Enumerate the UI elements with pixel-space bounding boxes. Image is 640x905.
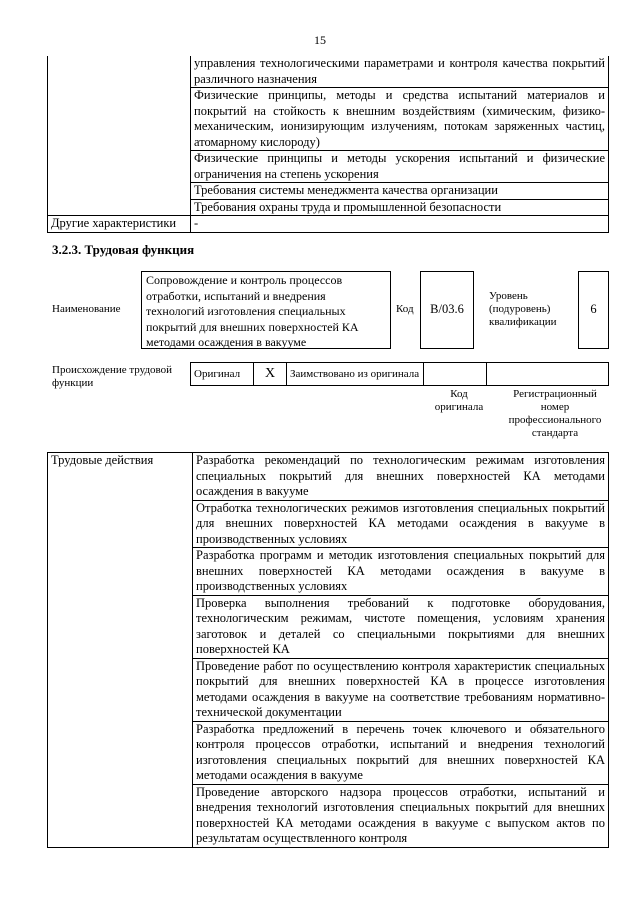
knowledge-item: управления технологическими параметрами и контроля качества покрытий различного назначения [191,56,609,88]
table-row [48,216,609,233]
table-row [191,363,609,386]
knowledge-item: Физические принципы и методы ускорения испытаний и физические ограничения на степень ускорения [191,151,609,183]
qualification-level-label: Уровень (подуровень) квалификации [489,290,557,328]
labor-action-item: Разработка предложений в перечень точек ключевого и обязательного контроля процессов отработки, испытаний и внедрения технологий изготовления специальных покрытий для внешних поверхностей КА методами осаждения в вакууме [193,721,609,784]
origin-table [190,362,609,386]
labor-action-item: Проведение работ по осуществлению контроля характеристик специальных покрытий для внешних поверхностей КА в процессе изготовления методами осаждения в вакууме на соответствие требованиям нормативно-технической документации [193,658,609,721]
original-mark: X [254,363,287,386]
page-number: 15 [314,33,326,47]
labor-action-item: Проверка выполнения требований к подготовке оборудования, технологическим режимам, чистоте помещения, условиям хранения заготовок и деталей со специальными покрытиями для внешних поверхностей КА [193,595,609,658]
registration-number-cell [487,363,609,386]
labor-action-item: Разработка рекомендаций по технологическим режимам изготовления специальных покрытий для внешних поверхностей КА методами осаждения в вакууме [193,453,609,501]
function-name-label: Наименование [52,303,121,315]
original-code-cell [424,363,487,386]
knowledge-table [47,56,609,233]
original-label: Оригинал [191,363,254,386]
origin-label: Происхождение трудовой функции [52,364,173,389]
labor-actions-table [47,452,609,848]
labor-action-item: Проведение авторского надзора процессов отработки, испытаний и внедрения технологий изготовления специальных покрытий для внешних поверхностей КА методами осаждения в вакууме с выпуском актов по результатам осуществленного контроля [193,784,609,847]
registration-number-caption: Регистрационный номер профессионального стандарта [508,388,602,439]
knowledge-item: Требования системы менеджмента качества организации [191,183,609,200]
function-name-value: Сопровождение и контроль процессов отработки, испытаний и внедрения технологий изготовления специальных покрытий для внешних поверхностей КА методами осаждения в вакууме [141,271,391,349]
borrowed-label: Заимствовано из оригинала [287,363,424,386]
knowledge-label-cell [48,56,191,216]
labor-action-item: Отработка технологических режимов изготовления специальных покрытий для внешних поверхностей КА методами осаждения в вакууме в производственных условиях [193,500,609,548]
section-heading: 3.2.3. Трудовая функция [52,242,195,257]
other-characteristics-label: Другие характеристики [48,216,191,233]
other-characteristics-value: - [191,216,609,233]
knowledge-item: Требования охраны труда и промышленной безопасности [191,199,609,216]
table-row [48,453,609,501]
function-code-value: B/03.6 [420,271,474,349]
table-row [48,56,609,88]
original-code-caption: Код оригинала [434,388,484,413]
knowledge-item: Физические принципы, методы и средства испытаний материалов и покрытий на стойкость к внешним воздействиям (химическим, физико-механическим, ионизирующим излучениям, потокам заряженных частиц, атомарному кислороду) [191,88,609,151]
labor-action-item: Разработка программ и методик изготовления специальных покрытий для внешних поверхностей КА методами осаждения в вакууме в производственных условиях [193,548,609,596]
qualification-level-value: 6 [578,271,609,349]
labor-actions-label: Трудовые действия [48,453,193,848]
function-code-label: Код [396,303,414,315]
